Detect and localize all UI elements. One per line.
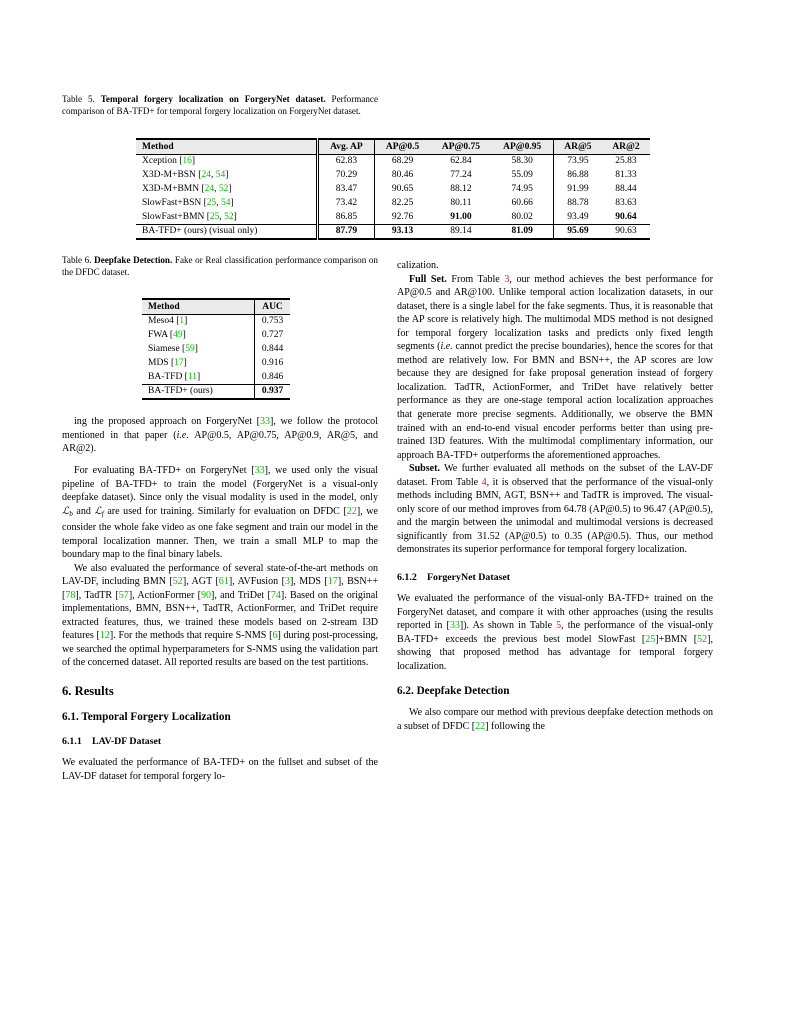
table-row (142, 370, 290, 384)
table-row (142, 384, 290, 399)
heading-6-1: 6.1. Temporal Forgery Localization (62, 711, 231, 724)
table6-cell-method: BA-TFD [11] (142, 370, 255, 384)
citation-52[interactable]: 52 (697, 633, 708, 645)
citation-54[interactable]: 54 (215, 170, 226, 181)
table5-cell-value: 88.78 (553, 196, 602, 210)
table-row (136, 182, 650, 196)
table5-cell-value: 77.24 (450, 170, 472, 181)
citation-24[interactable]: 24 (204, 183, 215, 194)
table6-caption-bold: Deepfake Detection. (94, 255, 173, 266)
table5-cell-method: X3D-M+BSN [24, 54] (142, 170, 229, 181)
table5-cell-value: 95.69 (553, 224, 602, 239)
table6-cell-method: MDS [17] (148, 357, 187, 368)
table6-cell-auc: 0.937 (255, 384, 291, 399)
table4-reference[interactable]: 4 (481, 476, 487, 488)
table5-cell-value: 70.29 (318, 169, 375, 183)
table5-cell-value: 86.85 (318, 210, 375, 224)
table5-cell-value: 55.09 (511, 170, 533, 181)
heading-6-1-2-number: 6.1.2 (397, 572, 417, 584)
heading-6-1-1 (62, 735, 378, 748)
table6-container (142, 298, 290, 400)
table6-cell-method: FWA [49] (148, 330, 186, 341)
table5-col-avgap: Avg. AP (318, 139, 375, 154)
table6-cell-auc: 0.727 (255, 329, 291, 343)
table5-cell-value: 92.76 (374, 210, 430, 224)
table5-cell-value: 73.95 (553, 154, 602, 168)
table5-col-ar5: AR@5 (553, 139, 602, 154)
table6-cell-method: Meso4 [1] (148, 316, 188, 327)
citation-11[interactable]: 11 (187, 371, 198, 382)
table6-cell-method: BA-TFD+ (ours) (142, 384, 255, 399)
table5-cell-value: 80.02 (492, 210, 554, 224)
table5-col-ap05: AP@0.5 (374, 139, 430, 154)
table5-cell-value: 87.79 (318, 224, 375, 239)
table5-cell-value: 80.46 (374, 169, 430, 183)
paragraph-calization: calization. (397, 260, 439, 271)
table5-cell-value: 91.00 (430, 210, 491, 224)
citation-25[interactable]: 25 (645, 633, 656, 645)
table6 (142, 298, 290, 400)
paragraph-lavdf-dataset: We evaluated the performance of BA-TFD+ on the fullset and subset of the LAV-DF dataset for temporal forgery lo- (62, 757, 378, 782)
table6-col-auc: AUC (255, 299, 291, 314)
paragraph-protocol: ing the proposed approach on ForgeryNet [33], we follow the protocol mentioned in that paper (i.e. AP@0.5, AP@0.75, AP@0.9, AR@5, and AR@2). (62, 416, 378, 455)
paragraph-subset: Subset. We further evaluated all methods on the subset of the LAV-DF dataset. From Table 4, it is observed that the performance of the visual-only methods including BMN, AGT, BSN++ and TadTR is improved. The visual-only score of our method improves from 64.78 (AP@0.5) to 96.47 (AP@0.5), and the margin between the unimodal and multimodal versions is decreased significantly from 31.52 (AP@0.5) to 0.35 (AP@0.5). Thus, our method demonstrates its superior performance for temporal forgery localization. (397, 463, 714, 556)
table5-col-method: Method (136, 139, 318, 154)
paragraph-full-set: Full Set. From Table 3, our method achieves the best performance for AP@0.5 and AR@100. Unlike temporal action localization datasets, in our dataset, there is a single label for the fake segments. Thus, it is reasonable that the AP score is relatively high. The multimodal MDS method is not designed for temporal forgery localization tasks and predicts only fixed length segments (i.e. cannot predict the precise boundaries), hence the scores for that method are relatively low. For BMN and BSN++, the AP scores are low because they are designed for fake proposal generation instead of forgery localization. TadTR, ActionFormer, and TriDet have relatively better performance as they are one-stage temporal action localization approaches that generate more precise segments. Additionally, we observe the BMN trained with an end-to-end visual encoder performs better than using pre-trained I3D features. With the multimodal complimentary information, our approach BA-TFD+ outperforms the aforementioned approaches. (397, 273, 714, 461)
citation-24[interactable]: 24 (201, 170, 211, 181)
table5-cell-value: 82.25 (374, 196, 430, 210)
heading-6-1-1-number: 6.1.1 (62, 736, 82, 748)
table5-cell-value: 90.64 (602, 210, 650, 224)
table5-cell-value: 62.84 (450, 156, 472, 167)
table5-cell-method: Xception [16] (142, 156, 196, 167)
citation-49[interactable]: 49 (173, 330, 183, 341)
citation-59[interactable]: 59 (185, 343, 195, 354)
subset-runin: Subset. (409, 463, 440, 475)
table5-cell-value: 90.65 (374, 182, 430, 196)
table6-cell-auc: 0.846 (255, 370, 291, 384)
table5-cell-value: 88.44 (615, 183, 637, 194)
citation-25[interactable]: 25 (206, 197, 217, 208)
citation-54[interactable]: 54 (221, 197, 231, 208)
citation-33[interactable]: 33 (449, 620, 460, 632)
citation-25[interactable]: 25 (209, 211, 220, 222)
table5-cell-value: 74.95 (511, 183, 533, 194)
citation-17[interactable]: 17 (174, 357, 184, 368)
table6-caption-label: Table 6. (62, 255, 92, 266)
table6-col-method: Method (142, 299, 255, 314)
table6-caption (62, 254, 378, 278)
fullset-runin: Full Set. (409, 273, 447, 285)
citation-16[interactable]: 16 (182, 156, 192, 167)
table5-cell-method: BA-TFD+ (ours) (visual only) (136, 224, 318, 239)
table5-cell-value: 58.30 (511, 156, 533, 167)
table5-cell-method: SlowFast+BSN [25, 54] (142, 197, 234, 208)
table5-reference[interactable]: 5 (556, 620, 562, 632)
table5-cell-value: 68.29 (374, 154, 430, 168)
table5-cell-value: 80.11 (450, 197, 472, 208)
table5-caption-rest: Performance comparison of BA-TFD+ for temporal forgery localization on ForgeryNet dataset. (62, 94, 378, 117)
citation-1[interactable]: 1 (179, 316, 185, 327)
table-row (136, 210, 650, 224)
table5-col-ap095: AP@0.95 (492, 139, 554, 154)
table-row (136, 169, 650, 183)
table6-cell-method: Siamese [59] (148, 343, 198, 354)
table5-cell-value: 73.42 (318, 196, 375, 210)
table6-cell-auc: 0.844 (255, 342, 291, 356)
table5-caption-label: Table 5. (62, 94, 95, 104)
table3-reference[interactable]: 3 (504, 273, 510, 285)
table6-header-row (142, 299, 290, 314)
table5-body (136, 154, 650, 239)
table-row (142, 314, 290, 328)
table5-cell-value: 88.12 (450, 183, 472, 194)
table-row (142, 329, 290, 343)
table5-cell-value: 89.14 (430, 224, 491, 239)
table5-cell-value: 25.83 (615, 156, 637, 167)
paragraph-deepfake-detection: We also compare our method with previous deepfake detection methods on a subset of DFDC [22] following the (397, 707, 713, 732)
table5-header-row (136, 139, 650, 154)
table6-caption-rest: Fake or Real classification performance comparison on the DFDC dataset. (62, 255, 378, 278)
paragraph-forgerynet-eval: For evaluating BA-TFD+ on ForgeryNet [33], we used only the visual pipeline of BA-TFD+ to train the model (ForgeryNet is a visual-only deepfake dataset). Since only the visual modality is used in the model, only ℒ$_b$ and ℒ$_f$ are used for training. Similarly for evaluation on DFDC [22], we consider the whole fake video as one fake segment and train our model in the temporal localization manner. Then, we train a small MLP to map the boundary map to the final binary labels. (62, 465, 378, 561)
table-row (142, 342, 290, 356)
heading-6-1-1-title: LAV-DF Dataset (92, 736, 162, 748)
citation-52[interactable]: 52 (224, 211, 234, 222)
table5-cell-method: SlowFast+BMN [25, 52] (136, 210, 318, 224)
citation-52[interactable]: 52 (218, 183, 229, 194)
heading-6-1-2 (397, 571, 713, 584)
paragraph-forgerynet-results: We evaluated the performance of the visual-only BA-TFD+ trained on the ForgeryNet dataset, and compare it with other approaches (using the results reported in [33]). As shown in Table 5, the performance of the visual-only BA-TFD+ exceeds the previous best model SlowFast [25]+BMN [52], showing that proposed method has advantage for temporal forgery localization. (397, 593, 713, 672)
table5-cell-value: 60.66 (511, 197, 533, 208)
table-row (136, 224, 650, 239)
table5 (136, 138, 650, 240)
table5-cell-value: 93.13 (374, 224, 430, 239)
heading-6-2: 6.2. Deepfake Detection (397, 685, 510, 698)
table6-cell-auc: 0.753 (255, 314, 291, 328)
paragraph-sota-methods: We also evaluated the performance of several state-of-the-art methods on LAV-DF, including BMN [52], AGT [61], AVFusion [3], MDS [17], BSN++ [78], TadTR [57], ActionFormer [90], and TriDet [74]. Based on the original implementations, BMN, BSN++, TadTR, ActionFormer, and TriDet require extracted features, thus, we trained these models based on 2-stream I3D features [12]. For the methods that require S-NMS [6] during post-processing, we searched the optimal hyperparameters for S-NMS using the validation part of the concerned dataset. All reported results are based on the test partitions. (62, 562, 378, 669)
table5-cell-value: 93.49 (553, 210, 602, 224)
citation-22[interactable]: 22 (475, 720, 486, 732)
table5-cell-method: X3D-M+BMN [24, 52] (142, 183, 232, 194)
table5-col-ap075: AP@0.75 (430, 139, 491, 154)
table5-cell-value: 81.09 (492, 224, 554, 239)
table5-col-ar2: AR@2 (602, 139, 650, 154)
table6-body (142, 314, 290, 399)
table-row (136, 154, 650, 168)
table6-cell-auc: 0.916 (255, 356, 291, 370)
table5-container (136, 138, 650, 240)
table5-cell-value: 83.63 (615, 197, 637, 208)
heading-6-1-2-title: ForgeryNet Dataset (427, 572, 511, 584)
table5-caption-bold: Temporal forgery localization on ForgeryNet dataset. (100, 94, 326, 104)
table5-cell-value: 91.99 (553, 182, 602, 196)
table5-cell-value: 90.63 (602, 224, 650, 239)
table5-cell-value: 86.88 (553, 169, 602, 183)
table5-caption (62, 93, 378, 117)
right-column (397, 259, 713, 733)
table5-cell-value: 81.33 (615, 170, 637, 181)
table5-cell-value: 83.47 (318, 182, 375, 196)
table-row (136, 196, 650, 210)
table5-cell-value: 62.83 (318, 154, 375, 168)
heading-results: 6. Results (62, 684, 114, 699)
table-row (142, 356, 290, 370)
